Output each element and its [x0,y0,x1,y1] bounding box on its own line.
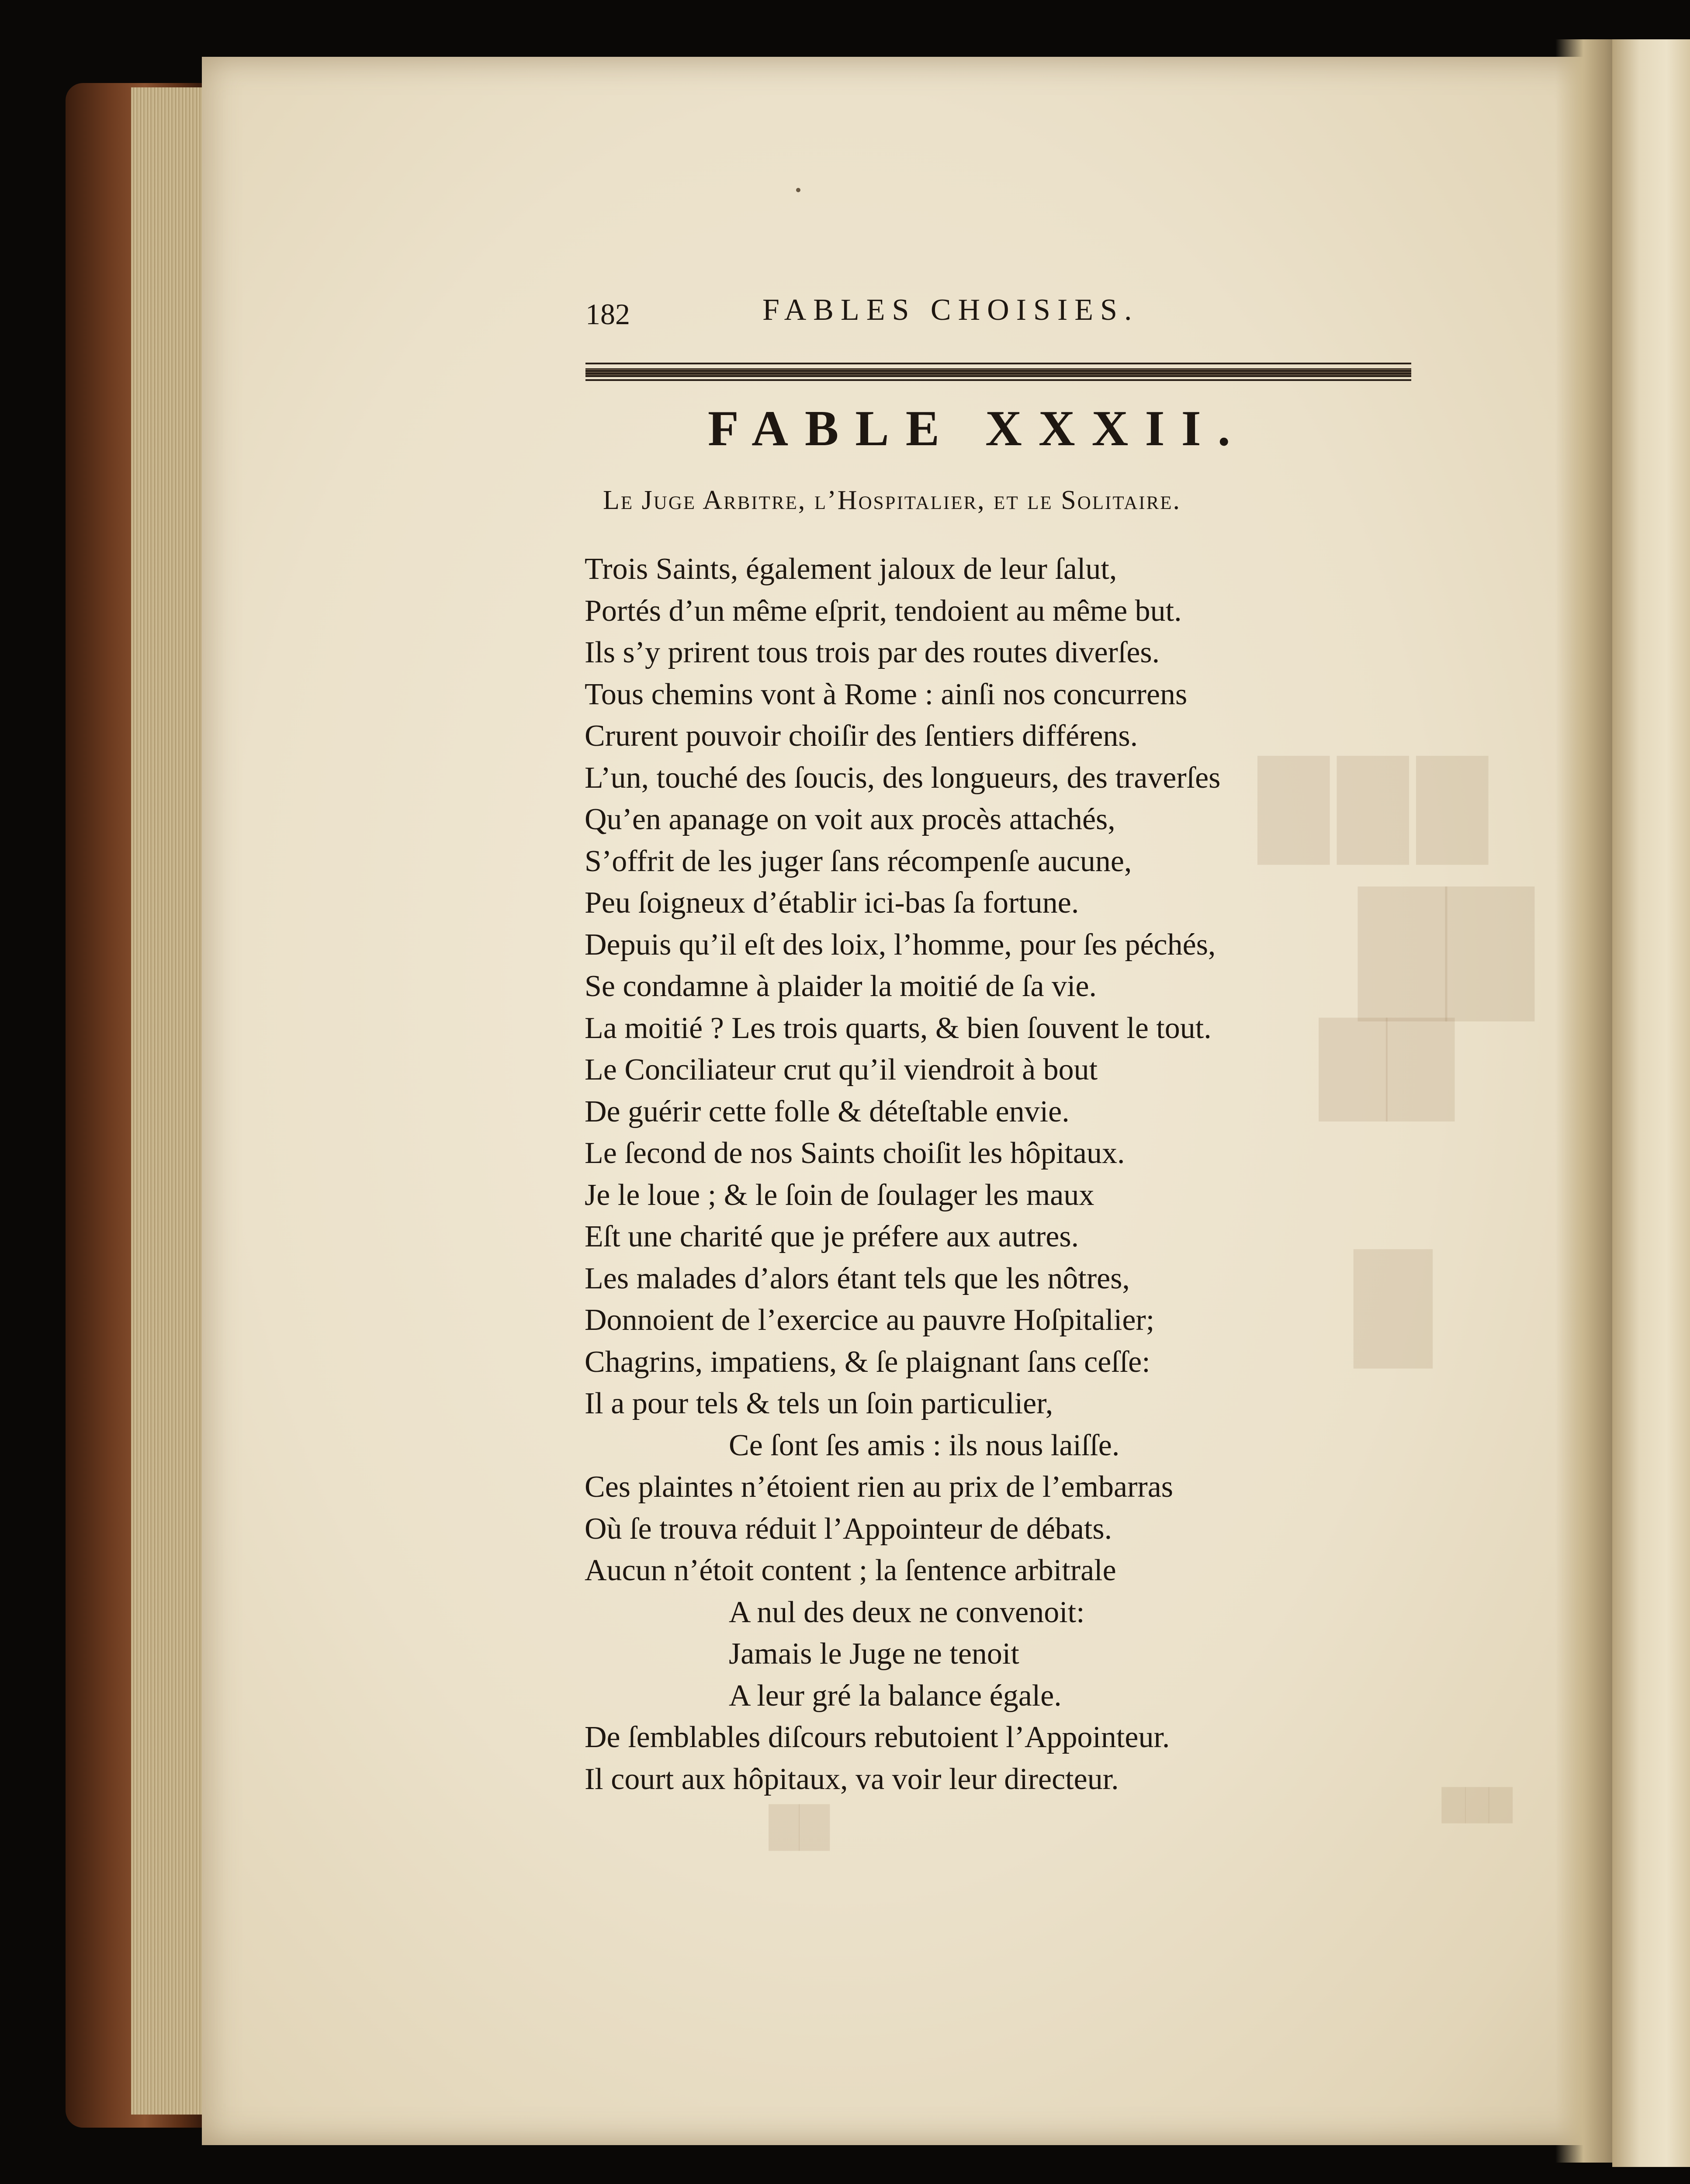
poem-line: Jamais le Juge ne tenoit [729,1637,1019,1671]
show-through-mark: ███ [1258,756,1496,864]
poem-line: Ces plaintes n’étoient rien au prix de l’embarras [585,1470,1174,1504]
show-through-mark: ██ [769,1804,830,1851]
page-number: 182 [585,298,630,331]
poem-line: Tous chemins vont à Rome : ainſi nos concurrens [585,677,1188,711]
running-head: FABLES CHOISIES. [762,293,1139,327]
poem-line: Je le loue ; & le ſoin de ſoulager les maux [585,1178,1094,1212]
poem-line: Il court aux hôpitaux, va voir leur directeur. [585,1762,1119,1796]
poem-line: A nul des deux ne convenoit: [729,1595,1085,1629]
poem-line: Les malades d’alors étant tels que les nôtres, [585,1261,1130,1295]
poem-line: Aucun n’étoit content ; la ſentence arbitrale [585,1554,1116,1587]
poem-line: Portés d’un même eſprit, tendoient au même but. [585,594,1182,628]
ink-speck [796,188,800,192]
poem-line: Le ſecond de nos Saints choiſit les hôpitaux. [585,1136,1125,1170]
poem-line: Chagrins, impatiens, & ſe plaignant ſans ceſſe: [585,1345,1150,1379]
poem-line: La moitié ? Les trois quarts, & bien ſouvent le tout. [585,1011,1212,1045]
poem-line: S’offrit de les juger ſans récompenſe aucune, [585,844,1132,878]
show-through-mark: █ [1354,1249,1432,1367]
page-block-edges [131,87,210,2115]
poem-line: Depuis qu’il eſt des loix, l’homme, pour ſes péchés, [585,928,1216,962]
poem-line: Le Conciliateur crut qu’il viendroit à bout [585,1053,1098,1087]
poem-line: Qu’en apanage on voit aux procès attachés, [585,803,1115,836]
fable-title: FABLE XXXII. [708,401,1247,457]
poem-line: Où ſe trouva réduit l’Appointeur de débats. [585,1512,1112,1546]
poem-line: L’un, touché des ſoucis, des longueurs, des traverſes [585,761,1221,795]
poem-line: Se condamne à plaider la moitié de ſa vie. [585,969,1097,1003]
poem-body [585,548,1458,1800]
fable-subtitle: Le Juge Arbitre, l’Hospitalier, et le Solitaire. [603,485,1181,515]
poem-line: De ſemblables diſcours rebutoient l’Appointeur. [585,1720,1170,1754]
poem-line: Peu ſoigneux d’établir ici-bas ſa fortune. [585,886,1079,920]
show-through-mark: ██ [1359,887,1534,1020]
poem-line: Il a pour tels & tels un ſoin particulier, [585,1387,1053,1420]
poem-line: De guérir cette folle & déteſtable envie. [585,1094,1070,1128]
poem-line: Ce ſont ſes amis : ils nous laiſſe. [729,1428,1120,1462]
poem-line: Trois Saints, également jaloux de leur ſalut, [585,552,1117,586]
poem-line: A leur gré la balance égale. [729,1679,1062,1713]
facing-page-sliver [1612,39,1690,2167]
poem-line: Eſt une charité que je préfere aux autres. [585,1220,1079,1253]
show-through-mark: ██ [1319,1018,1454,1121]
poem-line: Crurent pouvoir choiſir des ſentiers différens. [585,719,1138,753]
poem-line: Ils s’y prirent tous trois par des routes diverſes. [585,636,1160,669]
header-rule [585,363,1411,383]
show-through-mark: ███ [1442,1787,1513,1823]
poem-line: Donnoient de l’exercice au pauvre Hoſpitalier; [585,1303,1155,1337]
